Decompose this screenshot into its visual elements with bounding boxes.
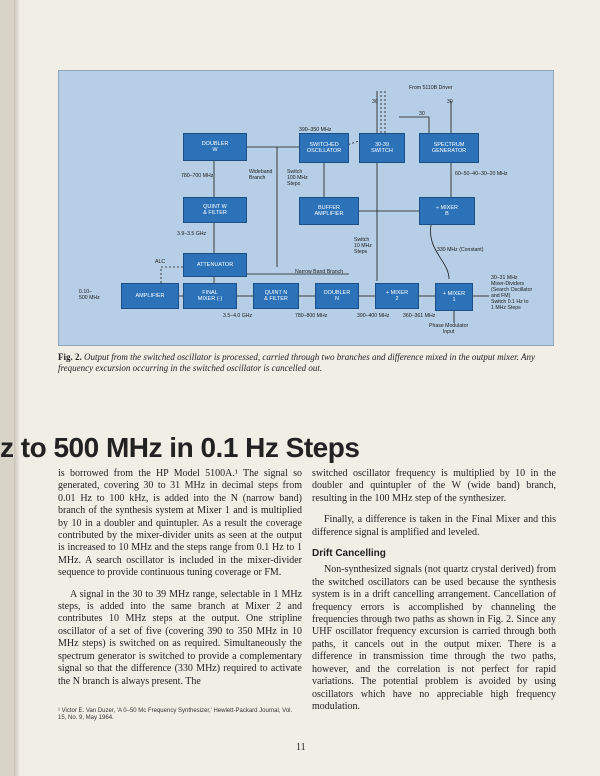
right-paragraph-2: Finally, a difference is taken in the Final Mixer and this difference signal is amplified and leveled. (312, 514, 556, 538)
switch-30-39-block: 30-39 SWITCH (359, 133, 405, 163)
buffer-amplifier-block: BUFFER AMPLIFIER (299, 197, 359, 225)
label-30-31: 30–31 MHz Mixer-Dividers (Search Oscillator and FM) Switch 0.1 Hz to 1 MHz Steps (491, 275, 533, 311)
mixer-2-block: + MIXER 2 (375, 283, 419, 309)
page-shadow (14, 0, 20, 776)
spectrum-generator-block: SPECTRUM GENERATOR (419, 133, 479, 163)
quint-w-filter-block: QUINT W & FILTER (183, 197, 247, 223)
divider-mixer-b-block: ÷ MIXER B (419, 197, 475, 225)
label-30b: 30 (447, 99, 453, 105)
label-3-5-4-0: 3.5–4.0 GHz (223, 313, 253, 319)
label-330: 330 MHz (Constant) (437, 247, 484, 253)
right-paragraph-1: switched oscillator frequency is multiplied by 10 in the doubler and quintupler of the W (wide band) branch, resulting in the 100 MHz step of the synthesizer. (312, 468, 556, 504)
caption-fig-label: Fig. 2. (58, 352, 82, 362)
right-column (312, 468, 556, 722)
section-heading-drift-cancelling: Drift Cancelling (312, 548, 386, 560)
page-binding-edge (0, 0, 14, 776)
label-3-9-3-5: 3.9–3.5 GHz (177, 231, 207, 237)
label-wideband: Wideband Branch (249, 169, 273, 181)
label-narrow-band: Narrow Band Branch (295, 269, 344, 275)
label-output: 0.10– 500 MHz (79, 289, 100, 301)
final-mixer-block: FINAL MIXER (-) (183, 283, 237, 309)
switched-oscillator-block: SWITCHED OSCILLATOR (299, 133, 349, 163)
quint-n-filter-block: QUINT N & FILTER (253, 283, 299, 309)
doubler-n-block: DOUBLER N (315, 283, 359, 309)
attenuator-block: ATTENUATOR (183, 253, 247, 277)
label-phase-modulator: Phase Modulator Input (429, 323, 469, 335)
figure-caption (58, 352, 548, 374)
label-switch-100: Switch 100 MHz Steps (287, 169, 308, 187)
left-column (58, 468, 302, 697)
label-780-800: 780–800 MHz (295, 313, 328, 319)
label-alc: ALC (155, 259, 166, 265)
label-360-361: 360–361 MHz (403, 313, 436, 319)
label-390-400: 390–400 MHz (357, 313, 390, 319)
label-switch-10: Switch 10 MHz Steps (354, 237, 372, 255)
caption-text: Output from the switched oscillator is processed, carried through two branches and difference mixed in the output mixer. Any frequency excursion occurring in the switched oscillator is cancelled out. (58, 352, 535, 373)
left-paragraph-1: is borrowed from the HP Model 5100A.¹ The signal so generated, covering 30 to 31 MHz in decimal steps from 0.01 Hz to 100 kHz, is added into the N (narrow band) branch of the synthesis system at Mixer 1 and is multiplied by 10 in a doubler and quintupler. As a result the coverage contributed by the mixer-divider units as seen at the output is increased to 10 MHz and the steps range from 0.1 Hz to 1 MHz. A search oscillator is included in the mixer-divider sequence to provide continuous tuning coverage or FM. (58, 468, 302, 579)
left-paragraph-2: A signal in the 30 to 39 MHz range, selectable in 1 MHz steps, is added into the same branch at Mixer 2 and contributes 10 MHz steps at the output. One stripline oscillator of a set of five (covering 390 to 350 MHz in 10 MHz steps) is switched on as required. Simultaneously the spectrum generator is switched to provide a complementary signal so that the difference (330 MHz) required to activate the N branch is always present. The (58, 588, 302, 687)
label-390-350: 390–350 MHz (299, 127, 332, 133)
label-60-20: 60–50–40–30–20 MHz (455, 171, 508, 177)
label-780-700: 780–700 MHz (181, 173, 214, 179)
amplifier-block: AMPLIFIER (121, 283, 179, 309)
label-30a: 30 (372, 99, 378, 105)
article-headline: z to 500 MHz in 0.1 Hz Steps (0, 432, 360, 463)
label-from-driver: From 5110B Driver (409, 85, 453, 91)
doubler-w-block: DOUBLER W (183, 133, 247, 161)
mixer-1-block: + MIXER 1 (435, 283, 473, 311)
block-diagram-figure (58, 70, 554, 346)
label-30c: 30 (419, 111, 425, 117)
footnote: ¹ Victor E. Van Duzer, 'A 0–50 Mc Frequency Synthesizer,' Hewlett-Packard Journal, Vol. 15, No. 9, May 1964. (58, 708, 293, 721)
page-number: 11 (296, 742, 306, 753)
right-paragraph-3: Non-synthesized signals (not quartz crystal derived) from the switched oscillators can be used because the synthesis system is in a drift cancelling arrangement. Cancellation of frequency errors is accomplished by channeling the frequencies through two paths as shown in Fig. 2. Since any UHF oscillator frequency excursion is carried through both paths, it cancels out in the output mixer. There is a difference in transmission time through the two paths, however, and the correlation is not perfect for rapid variations. The potential problem is avoided by using oscillators which have no appreciable high frequency modulation. (312, 564, 556, 712)
